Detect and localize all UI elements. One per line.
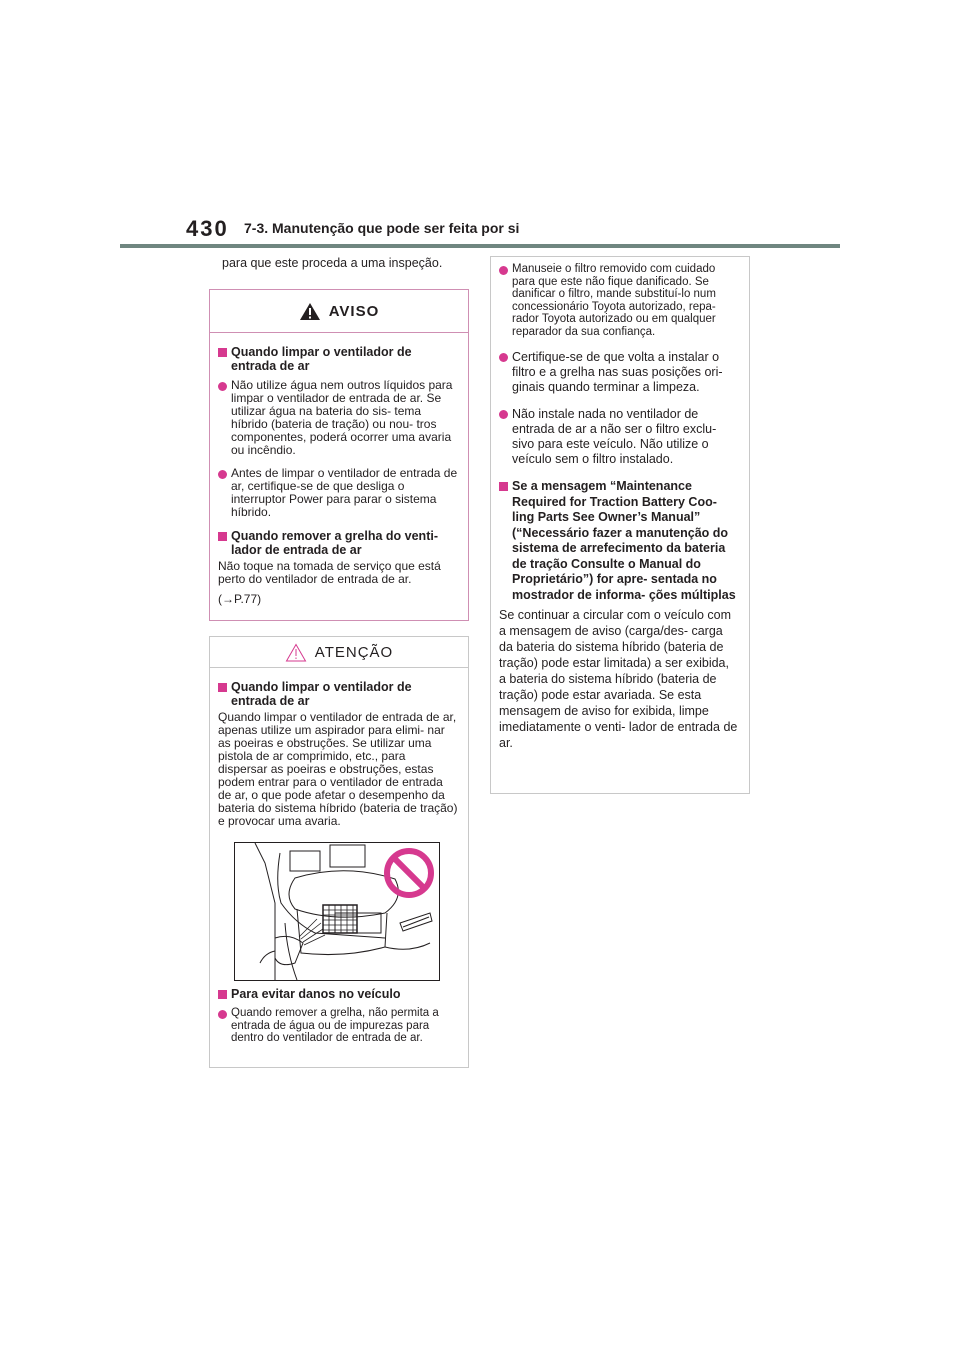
caution-box [209, 636, 469, 1068]
square-bullet-icon [499, 482, 508, 491]
bullet-item [218, 1007, 458, 1045]
round-bullet-icon [218, 470, 227, 479]
page-number: 430 [186, 216, 229, 241]
warning-title: AVISO [328, 302, 380, 320]
bullet-item [499, 263, 739, 338]
square-bullet-icon [218, 348, 227, 357]
subheading-text: Quando remover a grelha do venti- lador de entrada de ar [231, 529, 438, 557]
round-bullet-icon [218, 382, 227, 391]
page-reference-link[interactable]: (→P.77) [218, 592, 262, 606]
header-rule [120, 244, 840, 248]
square-bullet-icon [218, 683, 227, 692]
bullet-text: Quando remover a grelha, não permita a entrada de água ou de impurezas para dentro do ventilador de entrada de ar. [231, 1007, 439, 1044]
round-bullet-icon [499, 353, 508, 362]
subheading-text: Quando limpar o ventilador de entrada de ar [231, 345, 412, 373]
round-bullet-icon [499, 266, 508, 275]
warning-box [209, 289, 469, 621]
bullet-item [218, 379, 458, 457]
section-title: 7-3. Manutenção que pode ser feita por si [244, 220, 520, 236]
bullet-text: Não utilize água nem outros líquidos para limpar o ventilador de entrada de ar. Se utilizar água na bateria do sis- tema híbrido (bateria de tração) ou nou- tros componentes, poderá ocorrer uma avaria ou incêndio. [231, 378, 453, 457]
bullet-item [499, 407, 739, 467]
bullet-text: Antes de limpar o ventilador de entrada de ar, certifique-se de que desliga o interruptor Power para parar o sistema híbrido. [231, 466, 458, 519]
square-bullet-icon [218, 532, 227, 541]
paragraph: Quando limpar o ventilador de entrada de ar, apenas utilize um aspirador para elimi- nar as poeiras e obstruções. Se utilizar uma pistola de ar comprimido, etc., para dispersar as poeiras e obstruções, estas podem entrar para o ventilador de entrada de ar, o que pode afetar o desempenho da bateria do sistema híbrido (bateria de tração) e provocar uma avaria. [218, 710, 458, 828]
caution-triangle-icon [285, 643, 307, 662]
bullet-item [499, 350, 739, 395]
caution-title: ATENÇÃO [314, 643, 394, 661]
subheading [218, 987, 458, 1001]
caution-header [210, 637, 468, 668]
paragraph: Se continuar a circular com o veículo com a mensagem de aviso (carga/des- carga da bateria do sistema híbrido (bateria de tração) pode estar limitada) a ser exibida, a bateria do sistema híbrido (bateria de tração) pode estar avariada. Se esta mensagem de aviso for exibida, limpe imediatamente o venti- lador de entrada de ar. [499, 608, 738, 750]
warning-header [210, 290, 468, 333]
intro-text: para que este proceda a uma inspeção. [222, 256, 443, 270]
subheading [218, 529, 458, 557]
subheading [499, 479, 739, 603]
subheading-text: Quando limpar o ventilador de entrada de ar [231, 680, 412, 708]
subheading-text: Se a mensagem “Maintenance Required for Traction Battery Coo- ling Parts See Owner’s Manual” (“Necessário fazer a manutenção do sistema de arrefecimento da bateria de tração Consulte o Manual do Proprietário”) for apre- sentada no mostrador de informa- ções múltiplas [512, 479, 736, 602]
bullet-item [218, 467, 458, 519]
round-bullet-icon [499, 410, 508, 419]
bullet-text: Não instale nada no ventilador de entrada de ar a não ser o filtro exclu- sivo para este veículo. Não utilize o veículo sem o filtro instalado. [512, 407, 717, 466]
square-bullet-icon [218, 990, 227, 999]
warning-triangle-icon [299, 302, 321, 321]
bullet-text: Certifique-se de que volta a instalar o filtro e a grelha nas suas posições ori- ginais quando terminar a limpeza. [512, 350, 723, 394]
bullet-text: Manuseie o filtro removido com cuidado para que este não fique danificado. Se danificar o filtro, mande substituí-lo num concessionário Toyota autorizado, repa- rador Toyota autorizado ou em qualquer reparador da sua confiança. [512, 263, 716, 338]
subheading-text: Para evitar danos no veículo [231, 987, 401, 1001]
subheading [218, 345, 458, 373]
air-intake-cleaning-illustration [234, 842, 440, 981]
paragraph: Não toque na tomada de serviço que está perto do ventilador de entrada de ar. [218, 559, 441, 586]
subheading [218, 680, 458, 708]
notes-box [490, 256, 750, 794]
round-bullet-icon [218, 1010, 227, 1019]
